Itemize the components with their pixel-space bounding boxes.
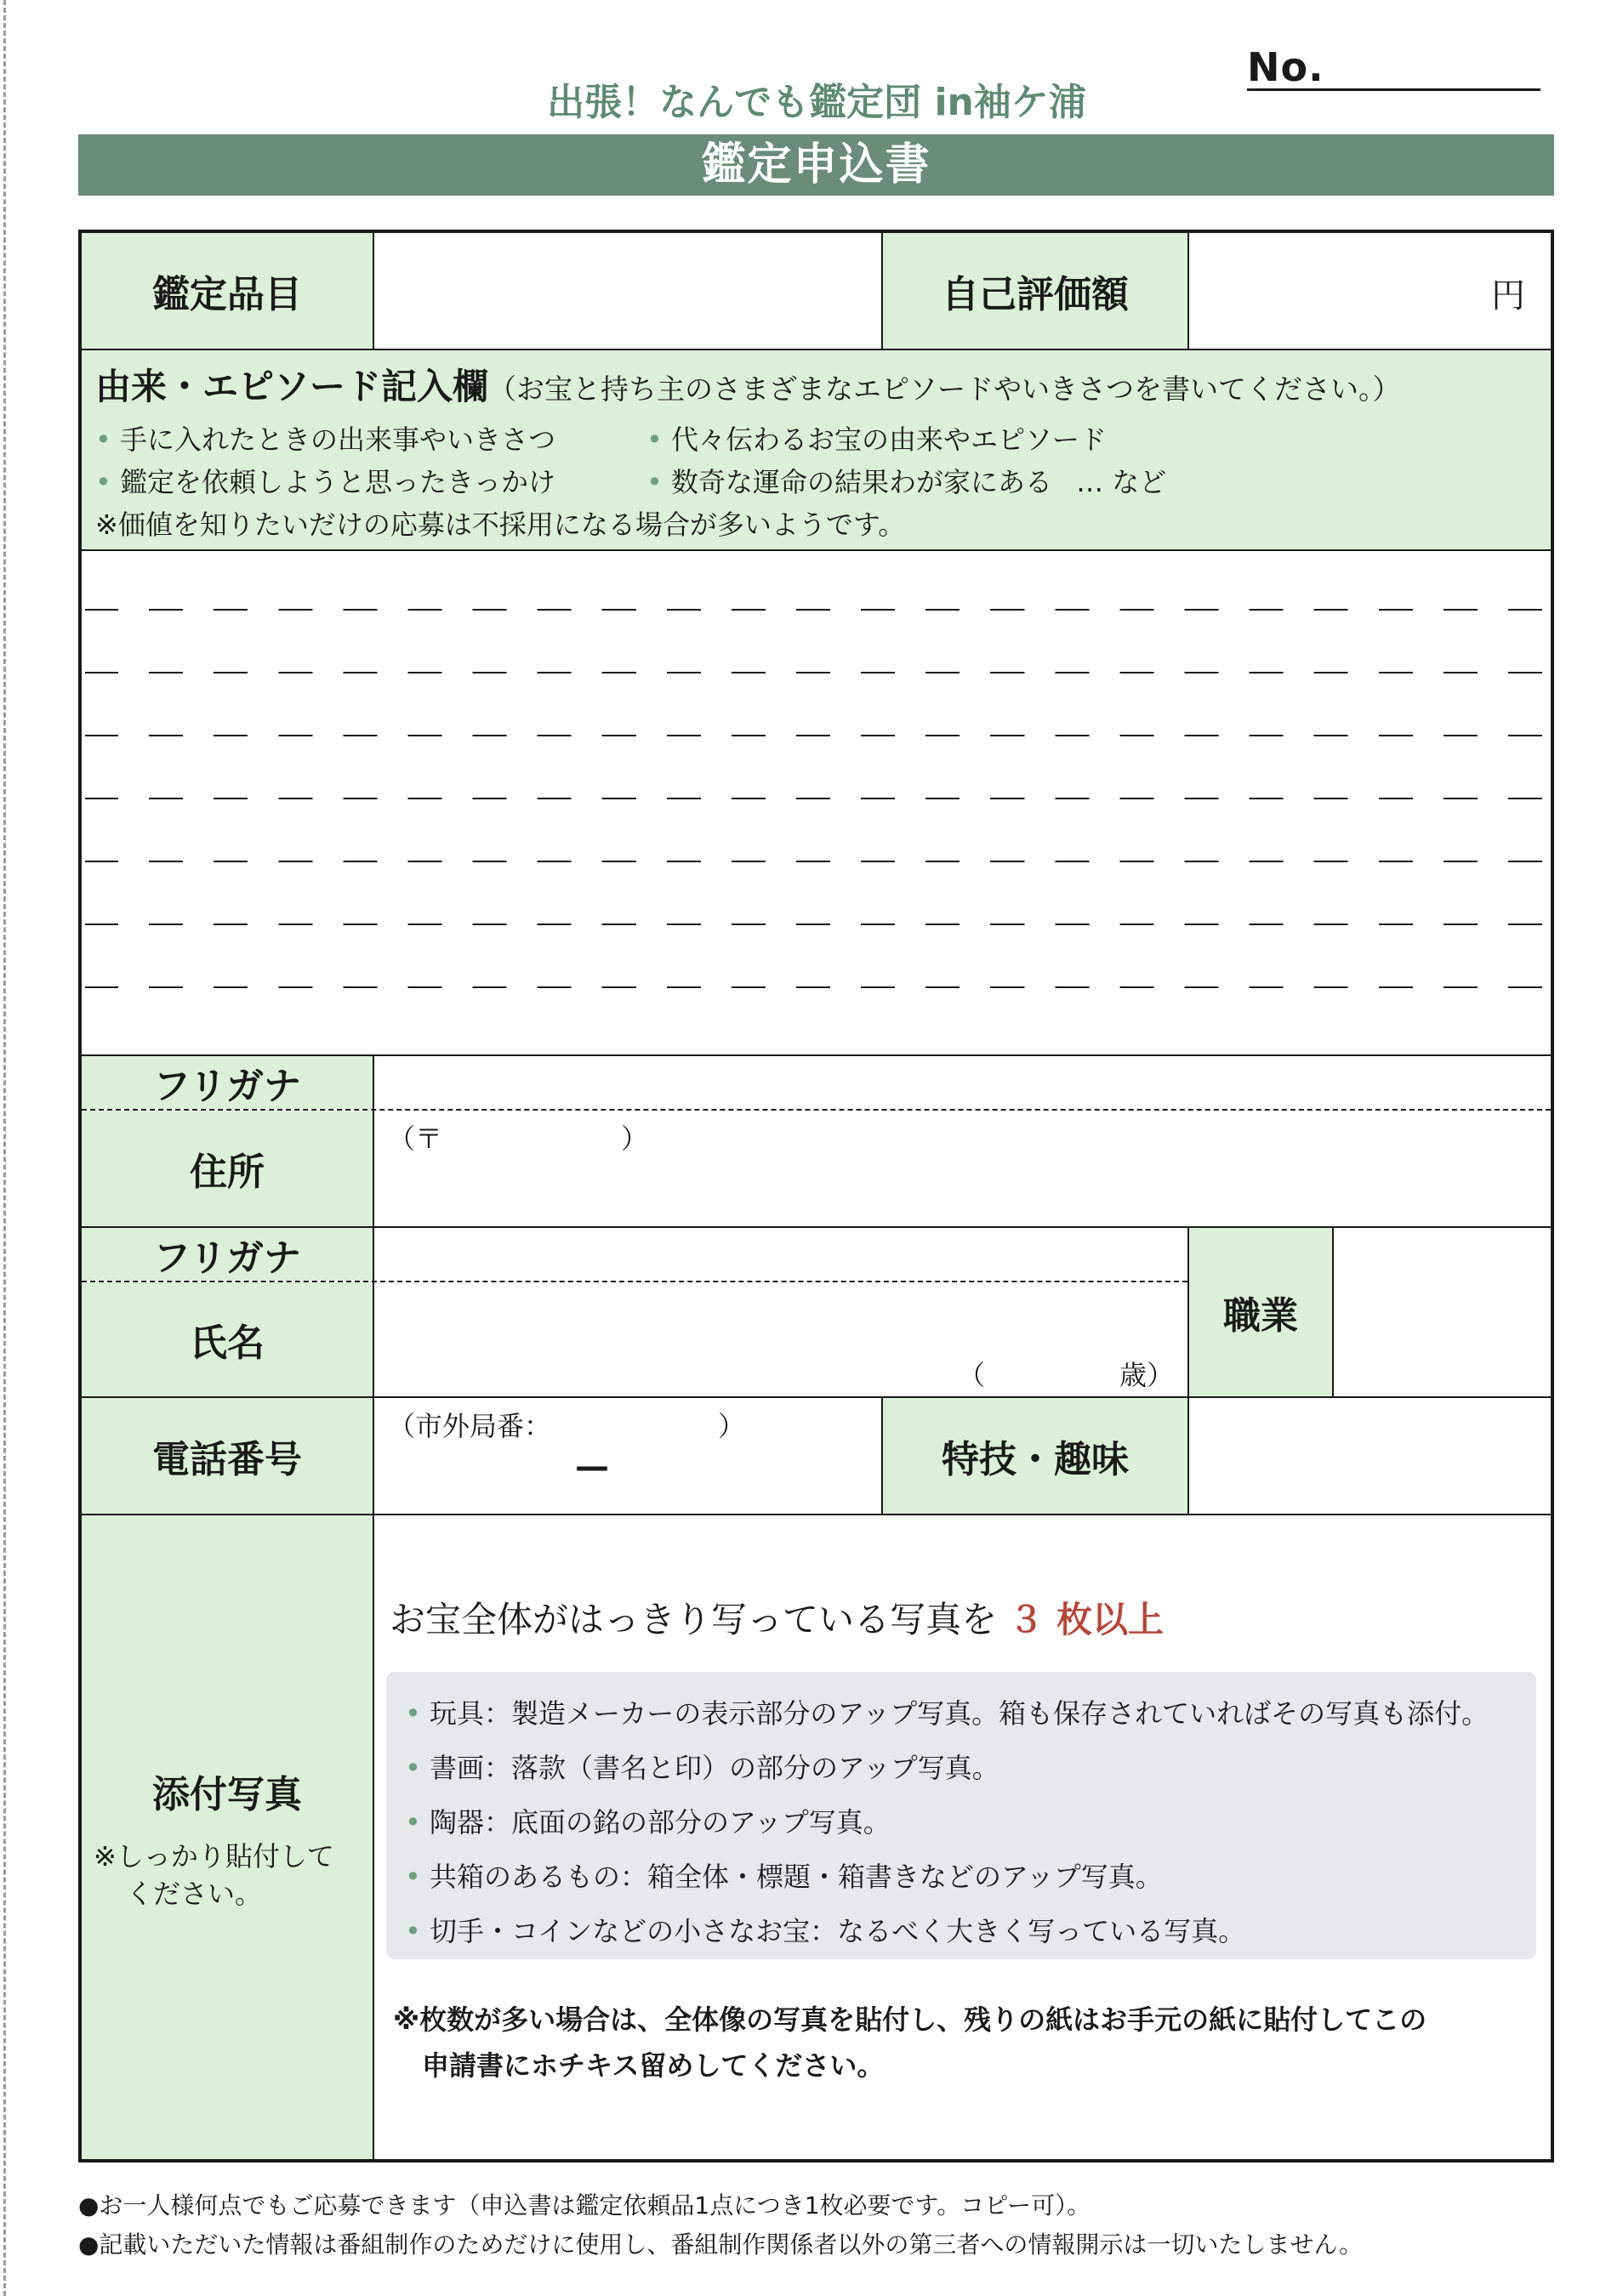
cut-line [3,0,6,2296]
photo-label-cell [82,1515,373,2159]
photo-label: 添付写真 [152,1773,302,1816]
address-label: 住所 [82,1111,373,1226]
address-furigana-label: フリガナ [82,1056,373,1109]
episode-bullet: • 鑑定を依頼しようと思ったきっかけ [95,466,556,498]
area-code-close: ） [718,1410,746,1442]
phone-dash: — [575,1447,609,1486]
event-title: 出張！なんでも鑑定団 in袖ケ浦 [547,81,1086,124]
photo-guideline: • 玩具：製造メーカーの表示部分のアップ写真。箱も保存されていればその写真も添付。 [405,1697,1489,1730]
episode-heading-note: （お宝と持ち主のさまざまなエピソードやいきさつを書いてください。） [488,372,1401,406]
episode-bullet: • 代々伝わるお宝の由来やエピソード [646,423,1108,456]
photo-guideline: • 共箱のあるもの：箱全体・標題・箱書きなどのアップ写真。 [405,1861,1163,1893]
name-label: 氏名 [82,1282,373,1396]
application-form [78,230,1554,2162]
postal-open: （〒 [388,1122,443,1155]
occupation-field[interactable] [1334,1228,1551,1396]
form-title: 鑑定申込書 [78,134,1554,196]
self-value-field[interactable] [1189,233,1551,349]
episode-instructions [82,350,1551,549]
postal-close: ） [621,1122,649,1155]
photo-note: ※枚数が多い場合は、全体像の写真を貼付し、残りの紙はお手元の紙に貼付してこの [393,2003,1427,2036]
yen-unit: 円 [1491,276,1525,315]
age-open: （ [958,1359,986,1391]
phone-field[interactable] [374,1398,881,1514]
episode-bullet: • 数奇な運命の結果わが家にある … など [646,466,1167,498]
photo-requirement-highlight: ３ 枚以上 [1008,1599,1164,1640]
number-field[interactable] [1247,88,1540,91]
photo-attach-area[interactable] [374,1515,1551,2159]
footer-note: ●記載いただいた情報は番組制作のためだけに使用し、番組制作関係者以外の第三者への情報開示は一切いたしません。 [78,2231,1364,2259]
episode-writing-area[interactable] [82,551,1551,1054]
photo-label-note: ※しっかり貼付して [94,1840,334,1873]
address-furigana-field[interactable] [374,1056,1551,1109]
occupation-label: 職業 [1189,1228,1332,1396]
photo-guideline: • 陶器：底面の銘の部分のアップ写真。 [405,1806,891,1839]
skill-label: 特技・趣味 [883,1398,1187,1514]
photo-note: 申請書にホチキス留めしてください。 [422,2049,885,2082]
photo-label-note: ください。 [126,1878,263,1910]
phone-label: 電話番号 [82,1398,373,1514]
self-value-label: 自己評価額 [883,233,1187,349]
name-furigana-label: フリガナ [82,1228,373,1281]
episode-bullet: • 手に入れたときの出来事やいきさつ [95,423,556,456]
photo-guidelines-box [386,1672,1536,1959]
number-label: No. [1247,44,1324,90]
episode-note: ※価値を知りたいだけの応募は不採用になる場合が多いようです。 [95,509,906,541]
address-field[interactable] [374,1111,1551,1226]
item-field[interactable] [374,233,881,349]
name-furigana-field[interactable] [374,1228,1186,1281]
footer-note: ●お一人様何点でもご応募できます（申込書は鑑定依頼品1点につき1枚必要です。コピー可）。 [78,2191,1091,2219]
photo-requirement: お宝全体がはっきり写っている写真を ３ 枚以上 [390,1599,1164,1640]
item-label: 鑑定品目 [82,233,373,349]
area-code-label: （市外局番： [388,1410,552,1442]
photo-guideline: • 書画：落款（書名と印）の部分のアップ写真。 [405,1752,999,1784]
skill-field[interactable] [1189,1398,1551,1514]
episode-heading: 由来・エピソード記入欄 [95,366,489,407]
age-close: 歳） [1119,1359,1175,1391]
name-field[interactable] [374,1282,1186,1396]
photo-guideline: • 切手・コインなどの小さなお宝：なるべく大きく写っている写真。 [405,1915,1246,1947]
